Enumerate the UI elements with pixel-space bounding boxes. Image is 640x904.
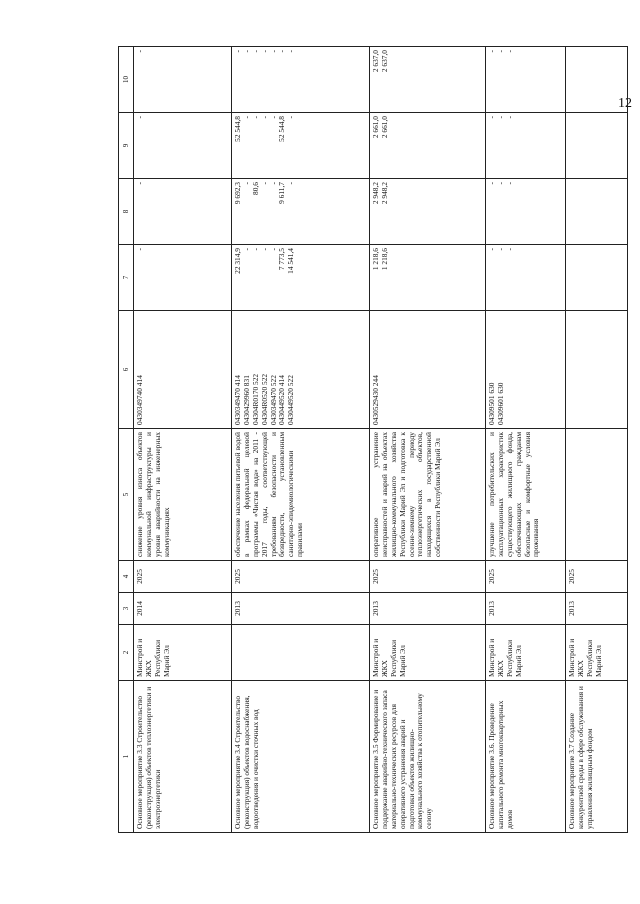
cell-line: - xyxy=(487,248,496,251)
cell-line: - xyxy=(268,182,278,185)
cell-line: - xyxy=(495,116,505,119)
cell-col-3: 2013 xyxy=(486,593,566,625)
cell-col-9 xyxy=(134,113,232,179)
col-header-2: 2 xyxy=(119,625,134,681)
cell-line: 0430449520 522 xyxy=(286,375,296,425)
col-header-6: 6 xyxy=(119,311,134,429)
cell-line: - xyxy=(268,248,278,251)
col-header-9: 9 xyxy=(119,113,134,179)
cell-col-7 xyxy=(370,245,486,311)
cell-col-9 xyxy=(232,113,370,179)
cell-col-10 xyxy=(486,47,566,113)
cell-col-4: 2025 xyxy=(370,561,486,593)
cell-col-7 xyxy=(486,245,566,311)
cell-col-7 xyxy=(232,245,370,311)
cell-col-7 xyxy=(134,245,232,311)
cell-col-6 xyxy=(134,311,232,429)
cell-line: - xyxy=(259,248,269,251)
cell-col-4: 2025 xyxy=(232,561,370,593)
cell-col-9 xyxy=(486,113,566,179)
cell-col-1: Основное мероприятие 3.7 Создание конкурентной среды в сфере обслуживания и управления жилищным фондом xyxy=(566,681,628,833)
cell-col-10 xyxy=(566,47,628,113)
cell-line: - xyxy=(504,182,514,185)
program-table xyxy=(118,46,628,833)
cell-line: 2 661,0 xyxy=(379,116,389,139)
cell-line: - xyxy=(135,116,144,119)
cell-col-4: 2025 xyxy=(134,561,232,593)
cell-line: 9 611,7 xyxy=(277,182,287,204)
cell-line: - xyxy=(286,182,296,185)
col-header-3: 3 xyxy=(119,593,134,625)
cell-col-8 xyxy=(370,179,486,245)
table-body xyxy=(134,47,628,833)
table-row xyxy=(370,47,486,833)
cell-col-3: 2013 xyxy=(232,593,370,625)
cell-line: - xyxy=(241,116,251,119)
cell-col-3: 2013 xyxy=(370,593,486,625)
table-row xyxy=(486,47,566,833)
cell-col-9 xyxy=(370,113,486,179)
cell-col-5: обеспечение населения питьевой водой в рамках федеральной целевой программы «Чистая вода» на 2011 - 2017 годы, соответствующей требованиям безопасности и безвредности, установленным санитарно-эпидемиологическими правилами xyxy=(232,429,370,561)
cell-line: 1 218,6 xyxy=(371,248,380,271)
cell-col-1: Основное мероприятие 3.4 Строительство (реконструкция) объектов водоснабжения, водоотведения и очистки сточных вод xyxy=(232,681,370,833)
cell-col-9 xyxy=(566,113,628,179)
cell-col-8 xyxy=(232,179,370,245)
cell-line: 52 544,8 xyxy=(233,116,242,142)
cell-col-1: Основное мероприятие 3.6. Проведение капитального ремонта многоквартирных домов xyxy=(486,681,566,833)
cell-col-2: Минстрой и ЖКХ Республики Марий Эл xyxy=(566,625,628,681)
cell-col-2: Минстрой и ЖКХ Республики Марий Эл xyxy=(370,625,486,681)
cell-line: 04304R0170 522 xyxy=(250,373,260,425)
cell-col-8 xyxy=(486,179,566,245)
cell-col-10 xyxy=(370,47,486,113)
cell-line: 2 637,0 xyxy=(379,50,389,73)
cell-line: 52 544,8 xyxy=(277,116,287,142)
cell-line: - xyxy=(286,50,296,53)
cell-col-2: Минстрой и ЖКХ Республики Марий Эл xyxy=(486,625,566,681)
cell-line: - xyxy=(268,50,278,53)
cell-line: 0430449520 414 xyxy=(277,375,287,425)
cell-col-6 xyxy=(370,311,486,429)
cell-line: - xyxy=(277,50,287,53)
col-header-8: 8 xyxy=(119,179,134,245)
cell-col-5: оперативное устранение неисправностей и аварий на объектах жилищно-коммунального хозяйства Республики Марий Эл и подготовка к осенне-зимнему периоду теплоэнергетических объектов, находящихся в государственной собственности Республики Марий Эл xyxy=(370,429,486,561)
cell-line: 0430349470 522 xyxy=(268,375,278,425)
cell-col-2: Минстрой и ЖКХ Республики Марий Эл xyxy=(134,625,232,681)
cell-line: - xyxy=(504,50,514,53)
cell-col-10 xyxy=(232,47,370,113)
cell-line: 04309601 630 xyxy=(495,382,505,425)
cell-line: - xyxy=(259,50,269,53)
cell-line: - xyxy=(495,50,505,53)
cell-line: - xyxy=(241,248,251,251)
cell-line: 9 692,3 xyxy=(233,182,242,205)
cell-line: - xyxy=(495,182,505,185)
cell-line: - xyxy=(268,116,278,119)
table-row xyxy=(232,47,370,833)
cell-line: 2 661,0 xyxy=(371,116,380,139)
cell-line: - xyxy=(259,116,269,119)
cell-line: 2 637,0 xyxy=(371,50,380,73)
cell-col-1: Основное мероприятие 3.3 Строительство (реконструкция) объектов теплоэнергетики и электроэнергетики xyxy=(134,681,232,833)
cell-col-10 xyxy=(134,47,232,113)
cell-line: 80,6 xyxy=(250,182,260,195)
cell-line: - xyxy=(135,182,144,185)
cell-line: - xyxy=(487,116,496,119)
cell-col-8 xyxy=(566,179,628,245)
page-number: 12 xyxy=(618,96,632,111)
cell-line: 1 218,6 xyxy=(379,248,389,271)
cell-line: 0430429960 831 xyxy=(241,375,251,425)
cell-line: - xyxy=(135,50,144,53)
cell-col-2 xyxy=(232,625,370,681)
cell-col-4: 2025 xyxy=(566,561,628,593)
col-header-7: 7 xyxy=(119,245,134,311)
header-row xyxy=(119,47,134,833)
cell-col-5: снижение уровня износа объектов коммунальной инфраструктуры и уровня аварийности на инженерных коммуникациях xyxy=(134,429,232,561)
cell-line: - xyxy=(250,116,260,119)
cell-line: - xyxy=(241,50,251,53)
cell-line: 2 948,2 xyxy=(379,182,389,205)
cell-line: - xyxy=(504,116,514,119)
col-header-5: 5 xyxy=(119,429,134,561)
col-header-4: 4 xyxy=(119,561,134,593)
cell-col-8 xyxy=(134,179,232,245)
cell-line: 04309501 630 xyxy=(487,382,496,425)
cell-line: - xyxy=(241,182,251,185)
cell-line: 0430529430 244 xyxy=(371,375,380,425)
cell-line: 2 948,2 xyxy=(371,182,380,205)
cell-col-7 xyxy=(566,245,628,311)
cell-line: 7 773,5 xyxy=(277,248,287,271)
cell-line: - xyxy=(504,248,514,251)
cell-line: - xyxy=(233,50,242,53)
cell-col-6 xyxy=(486,311,566,429)
cell-line: - xyxy=(250,50,260,53)
cell-col-6 xyxy=(566,311,628,429)
cell-col-5 xyxy=(566,429,628,561)
cell-line: - xyxy=(495,248,505,251)
cell-line: 22 314,9 xyxy=(233,248,242,274)
cell-line: - xyxy=(487,182,496,185)
cell-col-3: 2014 xyxy=(134,593,232,625)
cell-col-4: 2025 xyxy=(486,561,566,593)
col-header-10: 10 xyxy=(119,47,134,113)
cell-line: - xyxy=(259,182,269,185)
cell-col-1: Основное мероприятие 3.5 Формирование и поддержание аварийно-технического запаса материально-технических ресурсов для оперативного устранения аварий и подготовки объектов жилищно-коммунального хозяйства к отопительному сезону xyxy=(370,681,486,833)
table-row xyxy=(566,47,628,833)
cell-line: 0430349740 414 xyxy=(135,375,144,425)
cell-col-6 xyxy=(232,311,370,429)
table-row xyxy=(134,47,232,833)
cell-line: 04304R0520 522 xyxy=(259,373,269,425)
cell-line: - xyxy=(135,248,144,251)
cell-line: 0430349470 414 xyxy=(233,375,242,425)
cell-line: 14 541,4 xyxy=(286,248,296,274)
cell-line: - xyxy=(286,116,296,119)
col-header-1: 1 xyxy=(119,681,134,833)
cell-line: - xyxy=(487,50,496,53)
cell-col-5: улучшение потребительских и эксплуатационных характеристик существующего жилищного фонда, обеспечивающих гражданам безопасные и комфортные условия проживания xyxy=(486,429,566,561)
cell-line: - xyxy=(250,248,260,251)
cell-col-3: 2013 xyxy=(566,593,628,625)
